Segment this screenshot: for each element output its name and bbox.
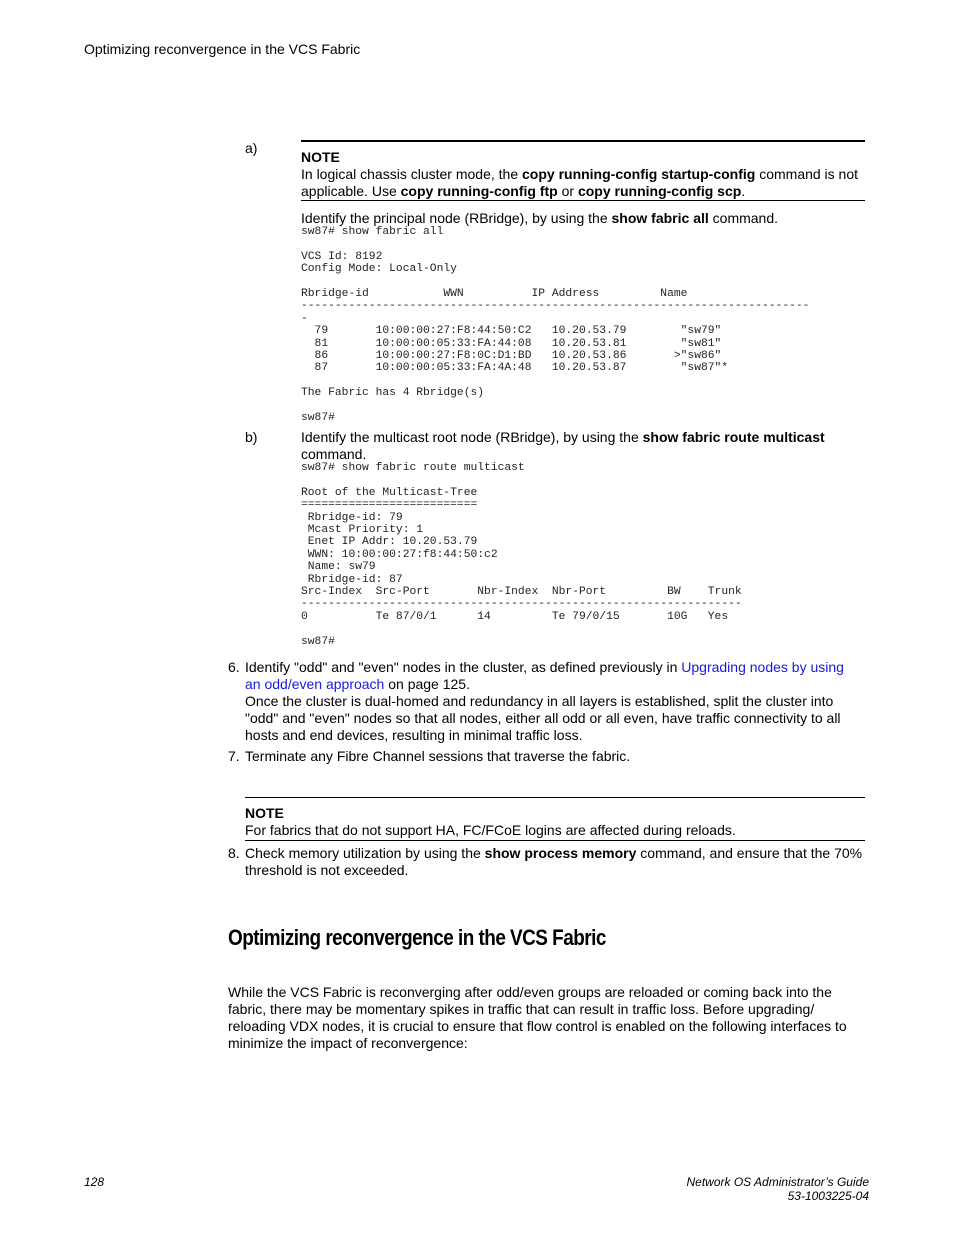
note2-top-rule <box>245 797 865 798</box>
note2-bottom-rule <box>245 840 865 841</box>
note-bottom-rule <box>301 200 865 201</box>
step-8-text: Check memory utilization by using the show process memory command, and ensure that the 70% threshold is not exceeded. <box>245 845 863 878</box>
step-7-number: 7. <box>228 748 240 764</box>
doc-id: 53-1003225-04 <box>787 1189 869 1203</box>
step-b-label: b) <box>245 429 258 445</box>
step-a-intro: Identify the principal node (RBridge), by using the show fabric all command. <box>301 210 779 226</box>
note2-title: NOTE <box>245 805 284 821</box>
note-title: NOTE <box>301 149 340 165</box>
code-show-fabric-all: sw87# show fabric all VCS Id: 8192 Config Mode: Local-Only Rbridge-id WWN IP Address Name --------------------------------------------------------------------------- - 79 10:00:00:27:F8:44:50:C2 10.20.53.79 "sw79" 81 10:00:00:05:33:FA:44:08 10.20.53.81 "sw81" 86 10:00:00:27:F8:0C:D1:BD 10.20.53.86 >"sw86" 87 10:00:00:05:33:FA:4A:48 10.20.53.87 "sw87"* The Fabric has 4 Rbridge(s) sw87# <box>301 226 810 425</box>
step-8-number: 8. <box>228 845 240 861</box>
step-7-text: Terminate any Fibre Channel sessions that traverse the fabric. <box>245 748 631 764</box>
step-b-text: Identify the multicast root node (RBridge), by using the show fabric route multicast command. <box>301 429 825 462</box>
step-6-paragraph: Once the cluster is dual-homed and redundancy in all layers is established, split the cluster into "odd" and "even" nodes so that all nodes, either all odd or all even, have traffic connectivity to all hosts and end devices, resulting in minimal traffic loss. <box>245 693 841 743</box>
code-show-fabric-route-multicast: sw87# show fabric route multicast Root of the Multicast-Tree ========================== Rbridge-id: 79 Mcast Priority: 1 Enet IP Addr: 10.20.53.79 WWN: 10:00:00:27:f8:44:50:c2 Name: sw79 Rbridge-id: 87 Src-Index Src-Port Nbr-Index Nbr-Port BW Trunk ----------------------------------------------------------------- 0 Te 87/0/1 14 Te 79/0/15 10G Yes sw87# <box>301 462 742 648</box>
guide-title: Network OS Administrator’s Guide <box>686 1175 869 1189</box>
link-upgrading-nodes[interactable]: Upgrading nodes by using an odd/even approach <box>245 659 844 692</box>
step-6-number: 6. <box>228 659 240 675</box>
section-heading: Optimizing reconvergence in the VCS Fabric <box>228 925 606 950</box>
note-top-rule <box>301 140 865 142</box>
footer-guide <box>686 1175 869 1203</box>
step-a-label: a) <box>245 140 258 156</box>
note-box-a <box>301 149 865 200</box>
page-number: 128 <box>84 1175 105 1189</box>
note-box-2 <box>245 805 865 839</box>
running-header: Optimizing reconvergence in the VCS Fabric <box>84 41 361 57</box>
note-text: In logical chassis cluster mode, the copy running-config startup-config command is not applicable. Use copy running-config ftp or copy running-config scp. <box>301 166 859 199</box>
section-paragraph: While the VCS Fabric is reconverging after odd/even groups are reloaded or coming back into the fabric, there may be momentary spikes in traffic that can result in traffic loss. Before upgrading/ reloading VDX nodes, it is crucial to ensure that flow control is enabled on the following interfaces to minimize the impact of reconvergence: <box>228 984 847 1051</box>
note2-text: For fabrics that do not support HA, FC/FCoE logins are affected during reloads. <box>245 822 736 838</box>
step-6-text: Identify "odd" and "even" nodes in the cluster, as defined previously in Upgrading nodes by using an odd/even approach on page 125. Once the cluster is dual-homed and redundancy in all layers is established, split the cluster into "odd" and "even" nodes so that all nodes, either all odd or all even, have traffic connectivity to all hosts and end devices, resulting in minimal traffic loss. <box>245 659 865 744</box>
